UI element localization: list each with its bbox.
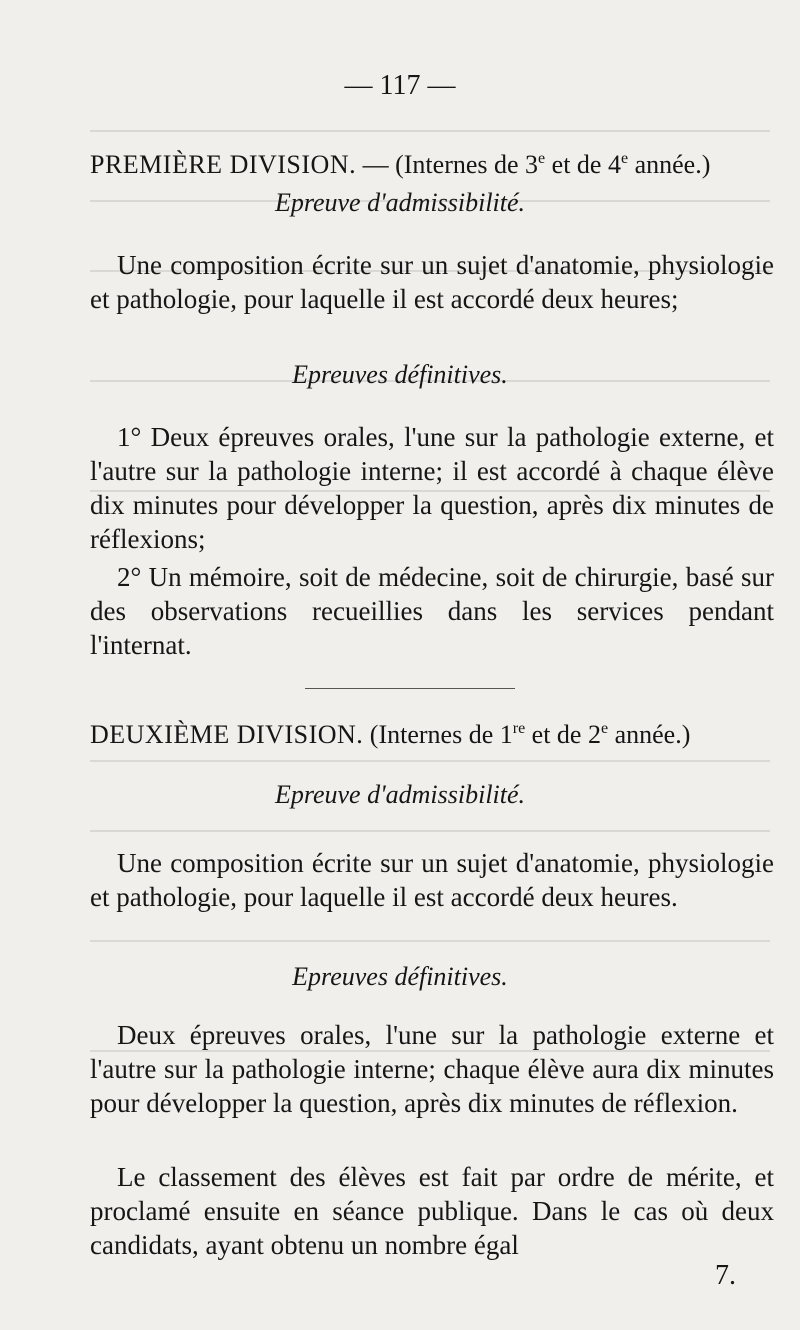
division1-heading-text-end: année.) [628, 150, 711, 179]
superscript: e [538, 150, 546, 167]
division2-final-text: Deux épreuves orales, l'une sur la pathologie externe et l'autre sur la pathologie interne; chaque élève aura dix minutes pour développer la question, après dix minutes de réflexion. [90, 1020, 774, 1118]
division1-admission-subtitle: Epreuve d'admissibilité. [274, 188, 526, 217]
division2-ranking-text: Le classement des élèves est fait par ordre de mérite, et proclamé ensuite en séance publique. Dans le cas où deux candidats, ayant obtenu un nombre égal [90, 1162, 774, 1260]
superscript: e [600, 720, 609, 737]
division1-admission-text: Une composition écrite sur un sujet d'anatomie, physiologie et pathologie, pour laquelle il est accordé deux heures; [90, 250, 774, 314]
division2-label: DEUXIÈME DIVISION. [90, 720, 364, 749]
division1-heading-text: — (Internes de 3 [356, 150, 539, 179]
division1-heading [90, 148, 774, 182]
section-divider [305, 688, 515, 689]
division2-heading-text-mid: et de 2 [525, 720, 601, 749]
division2-heading-text: (Internes de 1 [363, 720, 513, 749]
division1-item-1: 1° Deux épreuves orales, l'une sur la pathologie externe, et l'autre sur la pathologie interne; il est accordé à chaque élève dix minutes pour développer la question, après dix minutes de réflexions; [90, 422, 774, 554]
page-number: — 117 — [344, 70, 456, 101]
signature-mark: 7. [715, 1260, 736, 1291]
division2-admission-subtitle: Epreuve d'admissibilité. [274, 780, 526, 809]
division2-heading-text-end: année.) [608, 720, 691, 749]
division2-heading [90, 718, 774, 752]
division1-label: PREMIÈRE DIVISION. [90, 150, 357, 179]
division1-heading-text-mid: et de 4 [545, 150, 621, 179]
division2-admission-text: Une composition écrite sur un sujet d'anatomie, physiologie et pathologie, pour laquelle il est accordé deux heures. [90, 848, 774, 912]
division1-final-subtitle: Epreuves définitives. [292, 360, 508, 389]
superscript: e [620, 150, 629, 167]
superscript: re [512, 720, 526, 737]
division2-final-subtitle: Epreuves définitives. [292, 962, 508, 991]
division1-item-2: 2° Un mémoire, soit de médecine, soit de chirurgie, basé sur des observations recueillies dans les services pendant l'internat. [90, 562, 774, 660]
